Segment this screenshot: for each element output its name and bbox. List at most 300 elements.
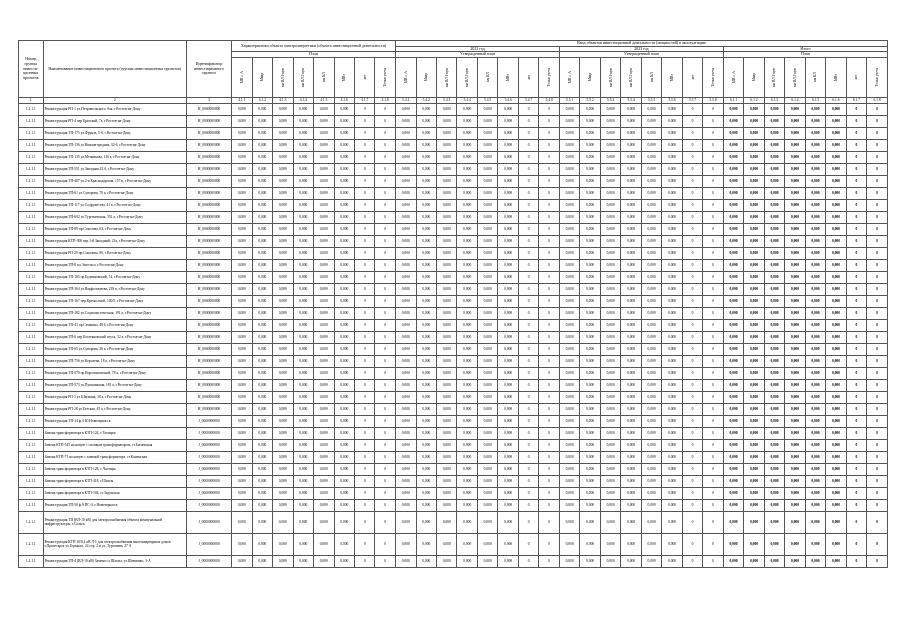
row-value: 0,000: [723, 151, 743, 163]
table-row: [19, 319, 888, 331]
row-value: 0,000: [621, 259, 641, 271]
row-value: 0,000: [580, 367, 600, 379]
row-value: 0: [375, 163, 396, 175]
row-value: 0,000: [723, 235, 743, 247]
row-value: 0: [518, 343, 538, 355]
row-value: 0: [355, 127, 375, 139]
row-value: 0,000: [396, 199, 416, 211]
row-value: 0,000: [580, 427, 600, 439]
row-value: 0,000: [293, 511, 313, 533]
row-value: 0: [518, 427, 538, 439]
row-value: 0,000: [314, 283, 334, 295]
row-project-id: H_0000000000: [187, 319, 232, 331]
row-value: 0,000: [580, 223, 600, 235]
row-value: 0,000: [621, 223, 641, 235]
row-value: 0: [355, 199, 375, 211]
row-value: 0,000: [621, 439, 641, 451]
row-value: 0,000: [580, 127, 600, 139]
column-number: 5.5.7: [682, 97, 702, 103]
row-group-number: 1.2.1.1: [19, 175, 44, 187]
row-value: 0: [703, 439, 723, 451]
row-value: 0,000: [805, 247, 825, 259]
row-value: 0: [375, 295, 396, 307]
row-value: 0: [375, 139, 396, 151]
row-value: 0,000: [785, 463, 805, 475]
row-value: 0,000: [641, 163, 661, 175]
row-value: 0,000: [580, 379, 600, 391]
row-value: 0: [375, 259, 396, 271]
row-value: 0: [867, 127, 888, 139]
row-value: 0,000: [785, 499, 805, 511]
row-value: 0: [682, 199, 702, 211]
row-value: 0,000: [477, 439, 497, 451]
row-value: 0,000: [477, 163, 497, 175]
row-value: 0: [518, 331, 538, 343]
row-value: 0,000: [662, 487, 682, 499]
row-value: 0,000: [641, 463, 661, 475]
row-group-number: 1.2.1.1: [19, 235, 44, 247]
row-value: 0,000: [580, 271, 600, 283]
row-value: 0,000: [477, 235, 497, 247]
row-value: 0,000: [252, 427, 272, 439]
row-value: 0,000: [293, 391, 313, 403]
row-value: 0: [846, 271, 866, 283]
row-value: 0,000: [416, 439, 436, 451]
row-value: 0: [703, 163, 723, 175]
row-value: 0: [703, 355, 723, 367]
row-value: 0: [375, 451, 396, 463]
row-value: 0,000: [621, 103, 641, 115]
row-value: 0,000: [641, 127, 661, 139]
row-value: 0,000: [723, 307, 743, 319]
row-value: 0,000: [293, 379, 313, 391]
row-value: 0,000: [477, 319, 497, 331]
row-value: 0: [846, 555, 866, 567]
row-value: 0: [682, 499, 702, 511]
row-value: 0,000: [498, 439, 518, 451]
row-value: 0,000: [600, 211, 620, 223]
row-value: 0,000: [662, 139, 682, 151]
row-value: 0,000: [416, 163, 436, 175]
row-project-id: H_0000000000: [187, 199, 232, 211]
row-value: 0,000: [437, 223, 457, 235]
row-value: 0: [846, 295, 866, 307]
row-value: 0,000: [764, 379, 784, 391]
row-value: 0: [518, 175, 538, 187]
column-number: 6.1.3: [764, 97, 784, 103]
row-value: 0,000: [744, 463, 764, 475]
row-value: 0,000: [457, 235, 477, 247]
row-value: 0: [867, 175, 888, 187]
row-value: 0: [682, 391, 702, 403]
row-value: 0,000: [826, 283, 846, 295]
row-value: 0: [539, 415, 559, 427]
row-value: 0,000: [293, 151, 313, 163]
row-project-name: Реконструкция КТП 10/0,4 кВ Л-1 для электроснабжения многоквартирных домов г.Пролетарск ул.Горького, 24 стр. 2 и ул. Тургенева, 27 А: [43, 533, 186, 555]
row-value: 0: [682, 271, 702, 283]
row-value: 0: [355, 271, 375, 283]
row-value: 0,000: [477, 367, 497, 379]
row-value: 0,000: [457, 451, 477, 463]
row-value: 0: [375, 367, 396, 379]
row-value: 0,000: [723, 175, 743, 187]
row-value: 0: [867, 533, 888, 555]
row-value: 0: [539, 151, 559, 163]
row-project-name: Реконструкция ТП-6 пер.Богатяновский спуск, 32 а, г.Ростов-на-Дону: [43, 331, 186, 343]
row-value: 0,000: [641, 283, 661, 295]
row-value: 0,000: [744, 343, 764, 355]
row-value: 0,000: [457, 247, 477, 259]
row-value: 0,000: [600, 343, 620, 355]
table-row: [19, 403, 888, 415]
row-value: 0,000: [273, 367, 293, 379]
row-value: 0,000: [252, 199, 272, 211]
row-value: 0,000: [805, 415, 825, 427]
row-value: 0: [539, 103, 559, 115]
row-project-name: Реконструкция ТП-65 ул.Суворова, 26 а, г.Ростов-на-Дону: [43, 343, 186, 355]
row-value: 0,000: [641, 475, 661, 487]
row-value: 0: [867, 319, 888, 331]
row-value: 0,000: [764, 439, 784, 451]
row-value: 0: [682, 367, 702, 379]
row-value: 0,000: [416, 151, 436, 163]
table-row: [19, 283, 888, 295]
row-value: 0: [867, 487, 888, 499]
total-label: Итого: [723, 46, 887, 52]
row-value: 0,000: [477, 463, 497, 475]
table-row: [19, 151, 888, 163]
row-value: 0,000: [641, 451, 661, 463]
row-value: 0,000: [252, 307, 272, 319]
row-value: 0: [846, 511, 866, 533]
row-value: 0,000: [396, 175, 416, 187]
row-value: 0,000: [252, 439, 272, 451]
table-row: [19, 211, 888, 223]
row-value: 0,000: [498, 175, 518, 187]
row-value: 0,000: [805, 127, 825, 139]
row-value: 0: [539, 127, 559, 139]
row-value: 0,000: [600, 331, 620, 343]
row-value: 0,000: [559, 343, 579, 355]
row-value: 0,000: [232, 187, 252, 199]
row-group-number: 1.2.1.1: [19, 307, 44, 319]
row-value: 0,000: [641, 175, 661, 187]
unit-label: км КЛ: [485, 72, 490, 83]
year-2023: 2023 год: [559, 46, 723, 52]
row-value: 0,000: [314, 533, 334, 555]
row-value: 0: [682, 211, 702, 223]
row-value: 0,000: [600, 367, 620, 379]
row-value: 0,000: [580, 115, 600, 127]
table-row: [19, 475, 888, 487]
row-value: 0,000: [457, 367, 477, 379]
row-value: 0,000: [723, 403, 743, 415]
row-value: 0: [355, 295, 375, 307]
unit-header: [682, 57, 702, 97]
row-value: 0,000: [580, 331, 600, 343]
row-value: 0,000: [580, 463, 600, 475]
row-value: 0,000: [314, 331, 334, 343]
row-project-name: Реконструкция ТП-167 пер.Крепостной, 100/5, г.Ростов-на-Дону: [43, 295, 186, 307]
row-value: 0: [703, 139, 723, 151]
row-value: 0,000: [744, 247, 764, 259]
row-value: 0,000: [559, 271, 579, 283]
unit-label: МВ×А: [239, 71, 244, 84]
row-value: 0,000: [416, 187, 436, 199]
row-value: 0,000: [805, 103, 825, 115]
row-value: 0: [355, 379, 375, 391]
row-value: 0,000: [580, 187, 600, 199]
unit-header: [498, 57, 518, 97]
row-value: 0,000: [641, 223, 661, 235]
row-value: 0,000: [293, 271, 313, 283]
row-value: 0,000: [252, 367, 272, 379]
row-value: 0: [867, 223, 888, 235]
unit-header: [416, 57, 436, 97]
row-group-number: 1.2.1.1: [19, 127, 44, 139]
row-value: 0,000: [805, 283, 825, 295]
row-value: 0,000: [641, 487, 661, 499]
row-value: 0,000: [396, 355, 416, 367]
row-value: 0,000: [334, 533, 354, 555]
row-value: 0,000: [600, 151, 620, 163]
row-value: 0,000: [396, 115, 416, 127]
row-value: 0,000: [641, 319, 661, 331]
row-value: 0,000: [416, 247, 436, 259]
row-group-number: 1.2.1.1: [19, 475, 44, 487]
row-value: 0,000: [744, 103, 764, 115]
row-value: 0: [867, 307, 888, 319]
row-value: 0,000: [416, 175, 436, 187]
row-value: 0,000: [232, 211, 252, 223]
row-value: 0,000: [334, 139, 354, 151]
unit-label: шт: [690, 75, 695, 80]
row-value: 0: [375, 499, 396, 511]
row-value: 0,000: [621, 343, 641, 355]
row-value: 0,000: [457, 511, 477, 533]
row-value: 0,000: [314, 211, 334, 223]
row-group-number: 1.2.1.1: [19, 283, 44, 295]
row-value: 0: [682, 415, 702, 427]
row-value: 0,000: [559, 379, 579, 391]
row-value: 0: [539, 211, 559, 223]
row-value: 0,000: [293, 295, 313, 307]
row-value: 0,000: [621, 187, 641, 199]
row-value: 0,000: [559, 511, 579, 533]
unit-label: км КЛ: [813, 72, 818, 83]
row-value: 0,000: [785, 199, 805, 211]
row-value: 0,000: [457, 175, 477, 187]
row-value: 0,000: [600, 247, 620, 259]
unit-label: Мвар: [260, 73, 265, 82]
row-value: 0,000: [662, 367, 682, 379]
row-value: 0,000: [744, 127, 764, 139]
row-value: 0: [703, 403, 723, 415]
row-value: 0,000: [559, 475, 579, 487]
row-value: 0: [682, 175, 702, 187]
row-value: 0: [355, 427, 375, 439]
row-value: 0,000: [662, 475, 682, 487]
row-value: 0: [846, 235, 866, 247]
row-value: 0,000: [314, 307, 334, 319]
row-value: 0,000: [580, 343, 600, 355]
row-value: 0,000: [252, 151, 272, 163]
row-value: 0,000: [559, 175, 579, 187]
row-value: 0,000: [621, 415, 641, 427]
row-value: 0,000: [621, 307, 641, 319]
row-value: 0,000: [273, 247, 293, 259]
row-project-name: Реконструкция ТП-175 ул.Фрунзе, 5-б, г.Ростов-на-Дону: [43, 127, 186, 139]
row-value: 0,000: [457, 151, 477, 163]
row-value: 0,000: [416, 451, 436, 463]
row-value: 0,000: [314, 403, 334, 415]
row-value: 0,000: [273, 555, 293, 567]
row-value: 0,000: [826, 295, 846, 307]
row-value: 0,000: [621, 403, 641, 415]
row-value: 0,000: [232, 439, 252, 451]
row-value: 0,000: [273, 463, 293, 475]
row-value: 0,000: [621, 499, 641, 511]
row-value: 0: [355, 415, 375, 427]
row-value: 0,000: [457, 283, 477, 295]
row-value: 0,000: [334, 391, 354, 403]
row-value: 0: [375, 283, 396, 295]
row-value: 0,000: [744, 151, 764, 163]
row-value: 0,000: [437, 283, 457, 295]
row-value: 0,000: [621, 211, 641, 223]
row-value: 0: [355, 439, 375, 451]
row-value: 0,000: [662, 555, 682, 567]
row-value: 0,000: [232, 475, 252, 487]
table-row: [19, 487, 888, 499]
row-value: 0,000: [559, 235, 579, 247]
row-value: 0: [682, 115, 702, 127]
row-value: 0,000: [232, 151, 252, 163]
table-row: [19, 379, 888, 391]
row-value: 0,000: [723, 463, 743, 475]
table-row: [19, 555, 888, 567]
row-value: 0: [355, 163, 375, 175]
row-value: 0,000: [252, 259, 272, 271]
row-value: 0,000: [314, 511, 334, 533]
row-value: 0,000: [477, 379, 497, 391]
unit-header: [375, 57, 396, 97]
row-value: 0: [703, 151, 723, 163]
row-value: 0,000: [334, 427, 354, 439]
row-value: 0,000: [805, 187, 825, 199]
row-value: 0: [518, 487, 538, 499]
table-row: [19, 533, 888, 555]
row-value: 0,000: [826, 211, 846, 223]
row-value: 0: [539, 499, 559, 511]
row-value: 0,000: [580, 283, 600, 295]
row-value: 0,000: [559, 127, 579, 139]
row-value: 0,000: [600, 487, 620, 499]
row-value: 0,000: [621, 451, 641, 463]
row-value: 0,000: [232, 463, 252, 475]
row-value: 0,000: [723, 343, 743, 355]
row-project-id: J_0000000000: [187, 439, 232, 451]
row-value: 0,000: [641, 151, 661, 163]
row-value: 0,000: [764, 391, 784, 403]
row-project-name: Реконструкция КТП-300 пер.1-й Западный, 21а, г.Ростов-на-Дону: [43, 235, 186, 247]
row-value: 0: [703, 307, 723, 319]
row-value: 0,000: [805, 151, 825, 163]
row-value: 0,000: [785, 115, 805, 127]
row-value: 0,000: [764, 223, 784, 235]
row-value: 0,000: [744, 175, 764, 187]
row-value: 0,000: [744, 235, 764, 247]
unit-header: [334, 57, 354, 97]
row-value: 0,000: [600, 163, 620, 175]
unit-header: [805, 57, 825, 97]
row-value: 0: [867, 283, 888, 295]
row-value: 0,000: [334, 511, 354, 533]
row-value: 0,000: [826, 343, 846, 355]
row-project-id: J_0000000000: [187, 487, 232, 499]
row-value: 0,000: [293, 331, 313, 343]
row-value: 0,000: [273, 307, 293, 319]
row-value: 0,000: [559, 331, 579, 343]
row-value: 0,000: [559, 487, 579, 499]
unit-header: [600, 57, 620, 97]
unit-label: км ВЛ 2-цеп: [792, 67, 797, 87]
column-number: 4.1.5: [314, 97, 334, 103]
row-value: 0: [867, 403, 888, 415]
row-value: 0,000: [498, 391, 518, 403]
row-value: 0,000: [559, 283, 579, 295]
row-value: 0,000: [477, 247, 497, 259]
row-value: 0,000: [273, 319, 293, 331]
row-value: 0,000: [396, 295, 416, 307]
row-value: 0,000: [232, 307, 252, 319]
row-value: 0: [703, 235, 723, 247]
row-value: 0,000: [396, 223, 416, 235]
row-value: 0,000: [416, 475, 436, 487]
row-value: 0: [518, 463, 538, 475]
row-project-name: Реконструкция РП-29 пр.Соколова, 80, г.Ростов-на-Дону: [43, 247, 186, 259]
row-value: 0,000: [600, 103, 620, 115]
row-value: 0,000: [805, 391, 825, 403]
row-value: 0: [682, 487, 702, 499]
row-value: 0,000: [498, 379, 518, 391]
row-project-name: Реконструкция ТП-551 ул.Западная 22 б, г.Ростов-на-Дону: [43, 163, 186, 175]
row-value: 0: [539, 511, 559, 533]
row-value: 0,000: [764, 103, 784, 115]
row-value: 0,000: [723, 163, 743, 175]
row-group-number: 1.2.1.1: [19, 199, 44, 211]
table-row: [19, 139, 888, 151]
row-value: 0: [518, 115, 538, 127]
row-value: 0: [703, 259, 723, 271]
row-value: 0,000: [334, 259, 354, 271]
row-project-name: Замена трансформатора в КТП-124, г.Таганрог: [43, 427, 186, 439]
row-value: 0,000: [252, 331, 272, 343]
approved-plan-1: Утвержденный план: [396, 52, 560, 58]
table-row: [19, 247, 888, 259]
row-project-name: Реконструкция ТП-182 ул.Социалистическая, 191 а, г.Ростов-на-Дону: [43, 307, 186, 319]
row-value: 0,000: [334, 379, 354, 391]
row-value: 0,000: [314, 175, 334, 187]
row-value: 0,000: [580, 451, 600, 463]
row-value: 0,000: [826, 533, 846, 555]
unit-label: шт: [362, 75, 367, 80]
row-value: 0,000: [826, 439, 846, 451]
row-value: 0,000: [785, 439, 805, 451]
row-value: 0: [539, 283, 559, 295]
row-value: 0: [539, 319, 559, 331]
row-value: 0,000: [559, 199, 579, 211]
